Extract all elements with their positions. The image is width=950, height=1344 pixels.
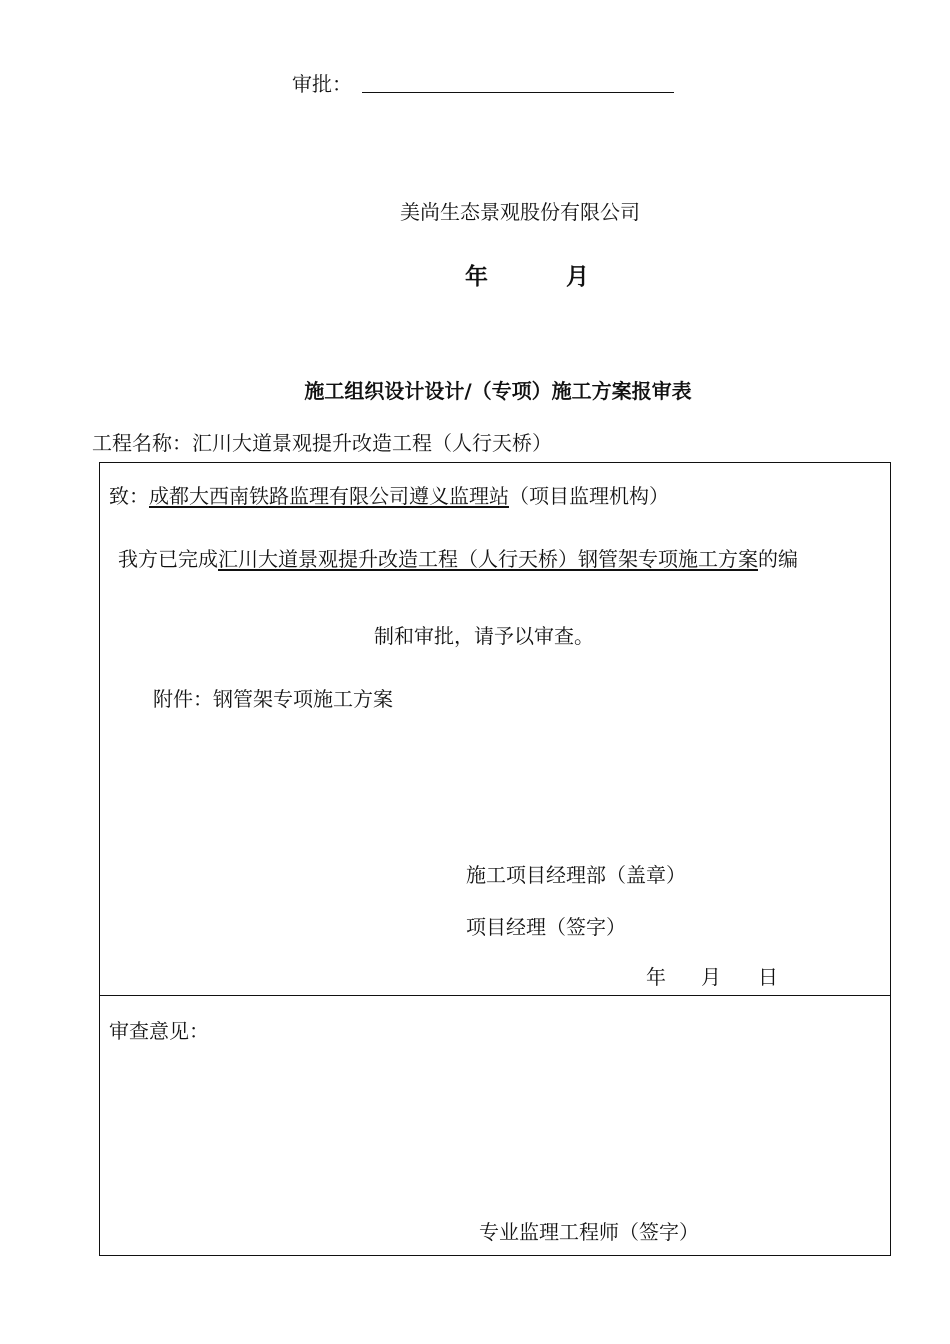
body-prefix: 我方已完成 <box>118 547 218 571</box>
addressee-name: 成都大西南铁路监理有限公司遵义监理站 <box>149 484 509 508</box>
project-name-value: 汇川大道景观提升改造工程（人行天桥） <box>192 431 552 455</box>
body-line-1 <box>118 543 798 572</box>
manager-sign-label: 项目经理（签字） <box>466 915 626 939</box>
month-label: 月 <box>566 263 589 290</box>
attachment-line: 附件：钢管架专项施工方案 <box>153 687 393 711</box>
approval-signature-line <box>362 92 674 93</box>
dept-seal-label: 施工项目经理部（盖章） <box>466 863 686 887</box>
addressee-suffix: （项目监理机构） <box>509 484 669 508</box>
date-year: 年 <box>646 965 666 989</box>
body-suffix: 的编 <box>758 547 798 571</box>
review-opinion-label: 审查意见： <box>109 1019 209 1043</box>
review-row-divider <box>99 995 891 996</box>
company-name: 美尚生态景观股份有限公司 <box>400 200 640 224</box>
project-name-line <box>92 427 552 456</box>
form-title: 施工组织设计设计/（专项）施工方案报审表 <box>304 379 692 403</box>
approval-label: 审批： <box>292 72 352 96</box>
year-label: 年 <box>465 263 488 290</box>
date-day: 日 <box>758 965 778 989</box>
addressee-line <box>109 480 669 509</box>
engineer-sign-label: 专业监理工程师（签字） <box>479 1220 699 1244</box>
body-line-2: 制和审批，请予以审查。 <box>374 624 594 648</box>
addressee-prefix: 致： <box>109 484 149 508</box>
project-name-label: 工程名称： <box>92 431 192 455</box>
body-subject: 汇川大道景观提升改造工程（人行天桥）钢管架专项施工方案 <box>218 547 758 571</box>
date-month: 月 <box>701 965 721 989</box>
